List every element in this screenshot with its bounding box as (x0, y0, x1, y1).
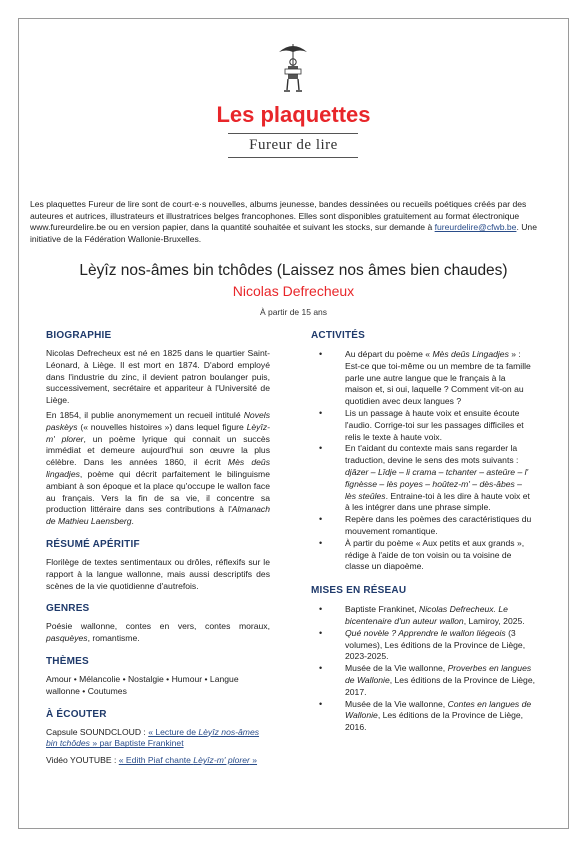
youtube-link-a: « Edith Piaf chante (118, 755, 194, 766)
bio-work-title: Almanach de Mathieu Laensberg (46, 504, 270, 527)
age-label: À partir de 15 ans (259, 307, 328, 317)
title-rule-top (228, 133, 358, 134)
list-item: • Lis un passage à haute voix et ensuite écoute l'audio. Corrige-toi sur les passages difficiles et relis le texte à haute voix. (311, 408, 535, 443)
youtube-link[interactable] (119, 755, 257, 765)
bio-work-title: Novels paskèys (46, 409, 270, 432)
work-author: Nicolas Defrecheux (232, 283, 355, 299)
genres-text (46, 621, 270, 645)
genres-a: Poésie wallonne, contes en vers, contes moraux, (46, 621, 270, 632)
soundcloud-label: Capsule SOUNDCLOUD : (46, 726, 149, 737)
left-column (46, 330, 270, 767)
act1-b: Mès deûs Lingadjes (432, 349, 509, 359)
youtube-line (46, 755, 270, 767)
list-item (311, 349, 535, 408)
list-item (311, 604, 535, 628)
act1-c: » : Est-ce que toi-même ou un membre de ta famille parle une autre langue que le français à la maison et, si oui, laquelle ? Comment vit-on au quotidien avec deux langues ? (345, 349, 531, 407)
act3-c: . Entraine-toi à les dire à haute voix et à les intégrer dans une phrase simple. (345, 490, 530, 513)
right-column (311, 330, 535, 734)
themes-heading: THÈMES (46, 655, 89, 667)
biographie-p1-text: Nicolas Defrecheux est né en 1825 dans le quartier Saint-Léonard, à Liège. Il est mort en 1874. D'abord employé dans l'industrie du zinc, il devient patron boulanger puis, successivement, secrétaire et appariteur à l'Université de Liège. (46, 348, 270, 406)
intro-paragraph (30, 199, 558, 245)
list-item: • À partir du poème « Aux petits et aux grands », rédige à l'aide de ton voisin ou ta voisine de classe un diapoème. (311, 538, 535, 573)
r1-b: Nicolas Defrecheux. Le bicentenaire d'un auteur wallon (345, 604, 508, 626)
list-item: • Repère dans les poèmes des caractéristiques du mouvement romantique. (311, 514, 535, 538)
work-title: Lèyîz nos-âmes bin tchôdes (Laissez nos âmes bien chaudes) (79, 262, 508, 279)
biographie-heading: BIOGRAPHIE (46, 330, 112, 341)
r4-a: Musée de la Vie wallonne, (345, 698, 448, 709)
bio-text: , un poème lyrique qui connait un succès immédiat et demeure aujourd'hui son œuvre la plus célèbre. Dans les années 1860, il écrit (46, 433, 270, 468)
list-item (311, 699, 535, 734)
brand-title: Les plaquettes (216, 102, 371, 127)
r3-c: , Les éditions de la Province de Liège, 2017. (345, 674, 535, 697)
activites-list (311, 349, 535, 573)
reseau-list (311, 604, 535, 734)
r1-c: , Lamiroy, 2025. (463, 615, 525, 626)
r2-a: Qué novèle ? Apprendre le wallon liégeois (345, 627, 506, 638)
resume-text: Florilège de textes sentimentaux ou drôles, réflexifs sur le rapport à la langue wallonne, mais aussi descriptifs des scènes de la vie quotidienne d'autrefois. (46, 556, 270, 591)
intro-text: Les plaquettes Fureur de lire sont de court·e·s nouvelles, albums jeunesse, bandes dessinées ou recueils poétiques créés par des auteures et autrices, illustrateurs et illustratrices belges francophones. Elles sont disponibles gratuitement au format électronique www.fureurdelire.be ou en version papier, dans la quantité souhaitée et suivant les stocks, sur demande à (30, 199, 527, 233)
r4-c: , Les éditions de la Province de Liège, 2016. (345, 710, 524, 733)
soundcloud-link-b: Lèyîz nos-âmes bin tchôdes (46, 726, 260, 749)
genres-heading: GENRES (46, 603, 90, 615)
bio-work-title: Lèyîz-m' plorer (46, 421, 270, 444)
genres-c: , romantisme. (87, 633, 140, 644)
themes-text: Amour • Mélancolie • Nostalgie • Humour • Langue wallonne • Coutumes (46, 673, 239, 696)
r3-a: Musée de la Vie wallonne, (345, 663, 448, 674)
reseau-heading: MISES EN RÉSEAU (311, 585, 407, 597)
activites-heading: ACTIVITÉS (311, 330, 366, 341)
genres-b: pasquèyes (46, 633, 88, 644)
r2-b: (3 volumes), Les éditions de la Province de Liège, 2023-2025. (345, 627, 526, 662)
youtube-link-b: Lèyîz-m' plorer (193, 755, 250, 766)
list-item (311, 443, 535, 514)
act3-b: djâzer – Lîdje – li crama – tchanter – asteûre – l' fignèsse – lès poyes – hoûtez-m' – dès-âbes – lès steûles (345, 466, 529, 501)
biographie-p2 (46, 410, 270, 528)
soundcloud-link-c: » par Baptiste Frankinet (89, 738, 184, 749)
r3-b: Proverbes en langues de Wallonie (345, 663, 532, 685)
bio-text: En 1854, il publie anonymement un recueil intitulé (46, 409, 244, 420)
act1-a: Au départ du poème « (345, 349, 433, 359)
bio-text: . (131, 516, 134, 527)
list-item (311, 628, 535, 663)
r4-b: Contes en langues de Wallonie (345, 698, 532, 721)
ecouter-heading: À ÉCOUTER (46, 708, 107, 720)
soundcloud-link-a: « Lecture de (148, 726, 199, 737)
bio-text: , poème qui décrit parfaitement le bilinguisme ambiant à son époque et la place qu'occupe le wallon face au français. Vers la fin de sa vie, il concentre sa production littéraire dans ses contributions à l' (46, 468, 270, 515)
resume-heading: RÉSUMÉ APÉRITIF (46, 538, 140, 550)
intro-tail: . Une initiative de la Fédération Wallonie-Bruxelles. (30, 222, 537, 244)
brand-subtitle: Fureur de lire (249, 137, 338, 153)
reader-umbrella-logo (276, 40, 310, 96)
title-rule-bottom (228, 157, 358, 158)
youtube-link-c: » (249, 755, 258, 766)
bio-text: (« nouvelles histoires ») dans lequel figure (77, 421, 247, 432)
email-link[interactable]: fureurdelire@cfwb.be (434, 222, 517, 233)
bio-work-title: Mès deûs lingadjes (46, 457, 270, 479)
biographie-p1 (46, 348, 270, 407)
list-item (311, 663, 535, 698)
soundcloud-line (46, 727, 270, 751)
r1-a: Baptiste Frankinet, (345, 604, 420, 615)
youtube-label: Vidéo YOUTUBE : (46, 755, 119, 766)
act3-a: En t'aidant du contexte mais sans regarder la traduction, devine le sens des mots suivants : (345, 443, 519, 466)
